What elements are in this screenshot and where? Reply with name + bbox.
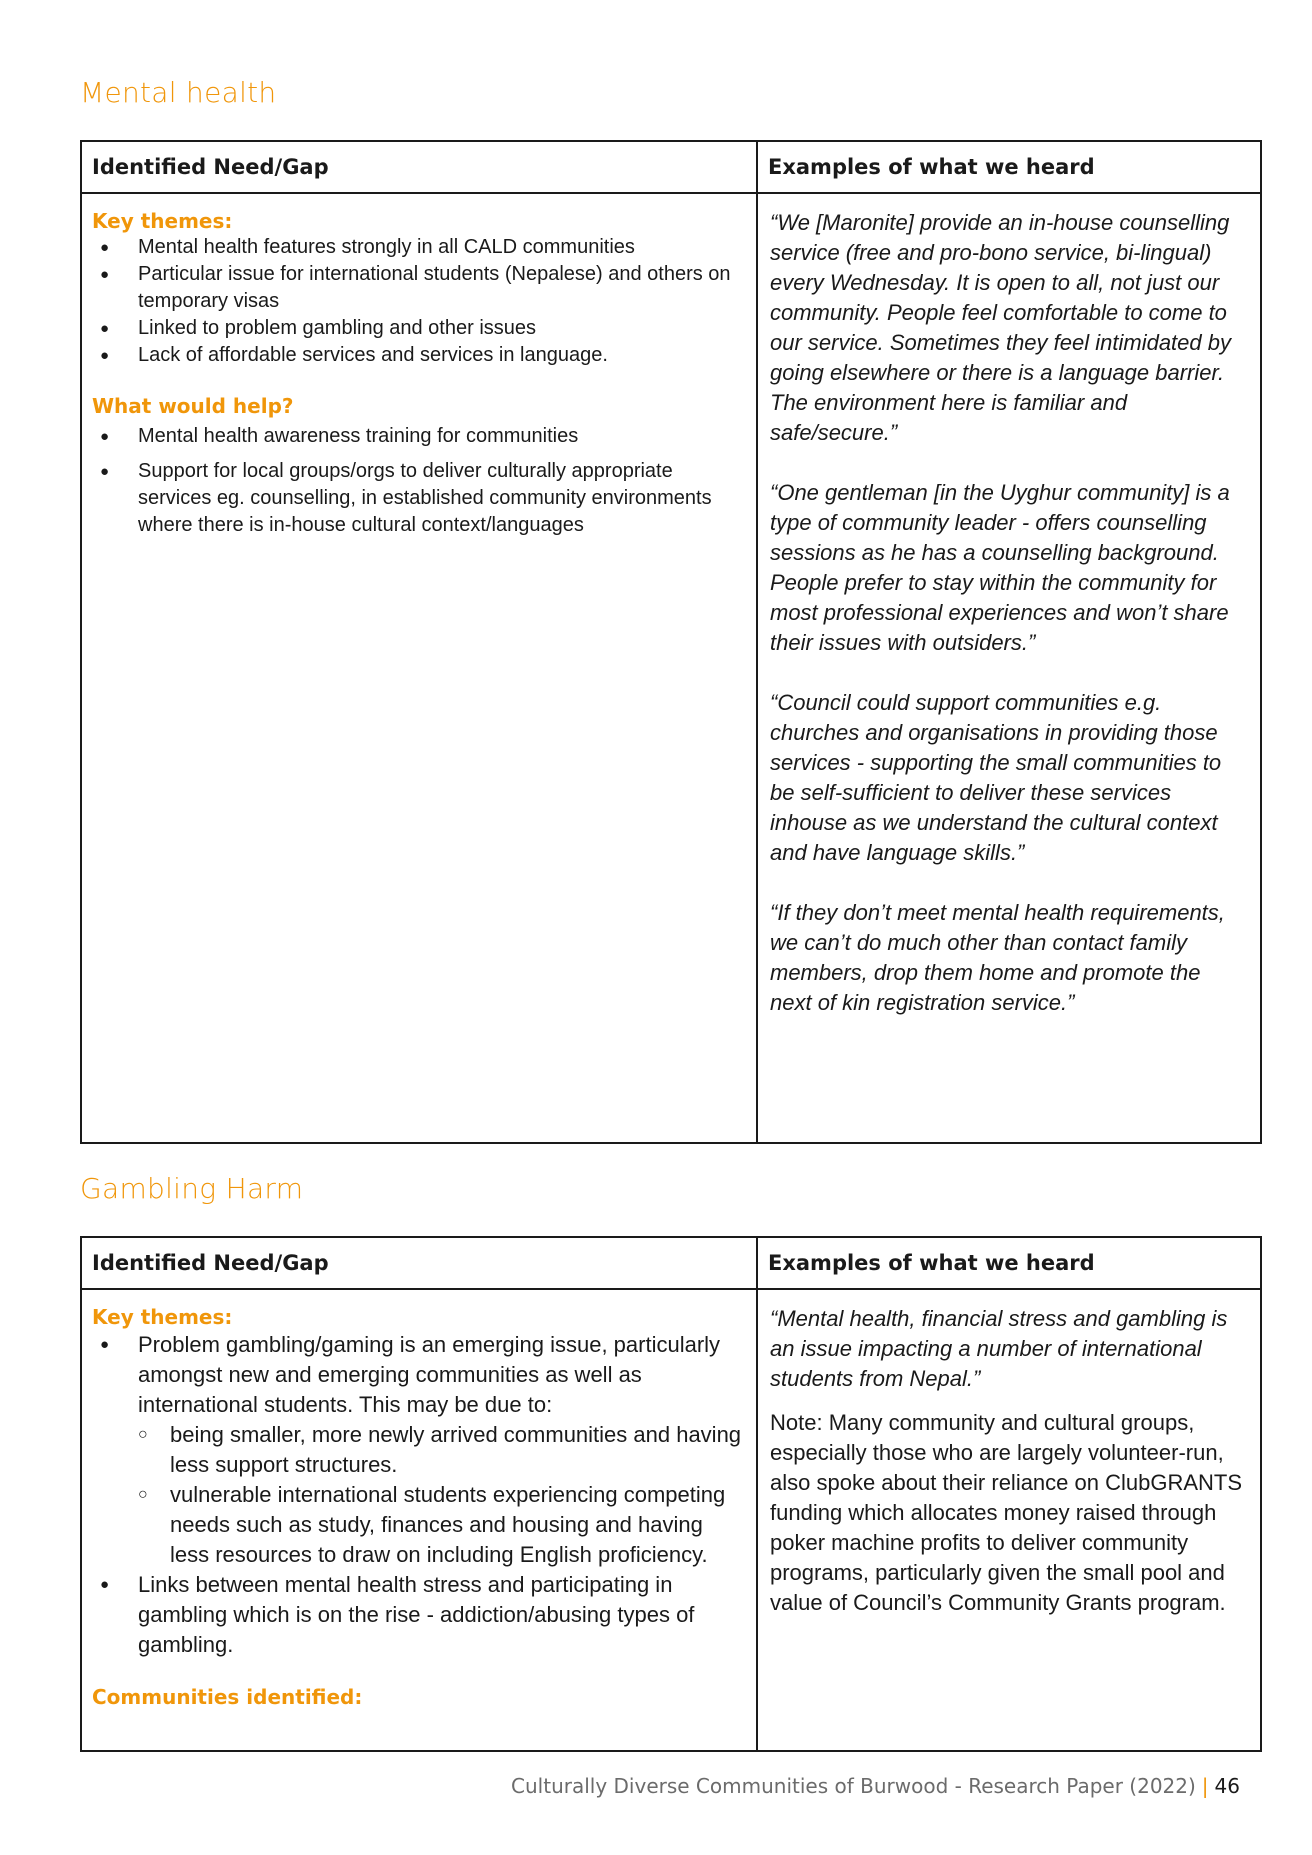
key-themes-heading: Key themes:	[92, 1305, 233, 1329]
page-footer	[511, 1774, 1240, 1798]
column-header-heard: Examples of what we heard	[757, 1237, 1261, 1289]
heard-cell	[757, 1289, 1261, 1751]
section-title-gambling-harm: Gambling Harm	[80, 1172, 304, 1205]
table-header-row	[81, 1237, 1261, 1289]
key-themes-list	[92, 1330, 746, 1660]
footer-separator: |	[1201, 1774, 1209, 1798]
what-would-help-heading: What would help?	[92, 394, 294, 418]
gambling-harm-table	[80, 1236, 1262, 1752]
page-number: 46	[1214, 1774, 1240, 1798]
quote-requirements: “If they don’t meet mental health requirements, we can’t do much other than contact family members, drop them home and promote the next of kin registration service.”	[770, 900, 1225, 1015]
heard-cell	[757, 193, 1261, 1143]
sub-list	[138, 1420, 746, 1570]
column-header-need: Identified Need/Gap	[81, 1237, 757, 1289]
sub-list-item: ○ being smaller, more newly arrived communities and having less support structures.	[138, 1420, 746, 1480]
communities-identified-heading: Communities identified:	[92, 1685, 363, 1709]
need-cell	[81, 193, 757, 1143]
need-cell	[81, 1289, 757, 1751]
footer-title: Culturally Diverse Communities of Burwood - Research Paper (2022)	[511, 1774, 1196, 1798]
sub-list-item: ○ vulnerable international students experiencing competing needs such as study, finances and housing and having less resources to draw on including English proficiency.	[138, 1480, 746, 1570]
list-item: ● Particular issue for international students (Nepalese) and others on temporary visas	[92, 261, 746, 315]
quote-council-support: “Council could support communities e.g. churches and organisations in providing those services - supporting the small communities to be self-sufficient to deliver these services inhouse as we understand the cultural context and have language skills.”	[770, 690, 1222, 865]
list-item: ● Lack of affordable services and services in language.	[92, 342, 746, 369]
list-item: ● Mental health awareness training for communities	[92, 423, 746, 450]
bullet-text: Problem gambling/gaming is an emerging issue, particularly amongst new and emerging communities as well as international students. This may be due to:	[138, 1332, 721, 1417]
list-item: ● Support for local groups/orgs to deliver culturally appropriate services eg. counselling, in established community environments where there is in-house cultural context/languages	[92, 458, 746, 539]
quote-maronite: “We [Maronite] provide an in-house counselling service (free and pro-bono service, bi-lingual) every Wednesday. It is open to all, not just our community. People feel comfortable to come to our service. Sometimes they feel intimidated by going elsewhere or there is a language barrier. The environment here is familiar and safe/secure.”	[770, 210, 1231, 445]
mental-health-table	[80, 140, 1262, 1144]
clubgrants-note: Note: Many community and cultural groups, especially those who are largely volunteer-run, also spoke about their reliance on ClubGRANTS funding which allocates money raised through poker machine profits to deliver community programs, particularly given the small pool and value of Council’s Community Grants program.	[770, 1410, 1243, 1615]
quote-nepal-students: “Mental health, financial stress and gambling is an issue impacting a number of international students from Nepal.”	[770, 1306, 1228, 1391]
list-item: ● Links between mental health stress and participating in gambling which is on the rise - addiction/abusing types of gambling.	[92, 1570, 746, 1660]
table-header-row	[81, 141, 1261, 193]
list-item: ● Linked to problem gambling and other issues	[92, 315, 746, 342]
list-item	[92, 1330, 746, 1570]
list-item: ● Mental health features strongly in all CALD communities	[92, 234, 746, 261]
table-row	[81, 193, 1261, 1143]
column-header-need: Identified Need/Gap	[81, 141, 757, 193]
key-themes-heading: Key themes:	[92, 209, 233, 233]
key-themes-list	[92, 234, 746, 369]
column-header-heard: Examples of what we heard	[757, 141, 1261, 193]
quote-uyghur: “One gentleman [in the Uyghur community] is a type of community leader - offers counselling sessions as he has a counselling background. People prefer to stay within the community for most professional experiences and won’t share their issues with outsiders.”	[770, 480, 1230, 655]
help-list	[92, 423, 746, 539]
section-title-mental-health: Mental health	[80, 76, 277, 109]
table-row	[81, 1289, 1261, 1751]
